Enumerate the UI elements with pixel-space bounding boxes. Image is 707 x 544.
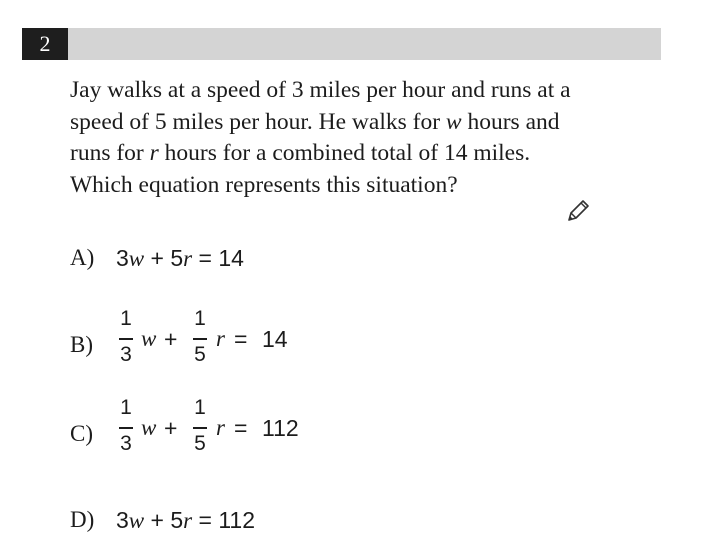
choice-letter: C) (70, 421, 93, 446)
pencil-icon[interactable] (565, 198, 591, 224)
stem-line-2: speed of 5 miles per hour. He walks for w hours and (70, 108, 560, 135)
choice-letter: A) (70, 245, 95, 270)
stem-line-1: Jay walks at a speed of 3 miles per hour and runs at a (70, 77, 571, 103)
choice-expression: 3w + 5r = 14 (116, 245, 244, 271)
variable-w: w (445, 108, 462, 135)
choice-expression: 3w + 5r = 112 (116, 507, 255, 533)
question-number: 2 (22, 28, 68, 60)
stem-line-4: Which equation represents this situation? (70, 171, 458, 198)
variable-r: r (149, 140, 159, 166)
stem-line-3: runs for r hours for a combined total of 14 miles. (70, 140, 531, 166)
question-header-bar (22, 28, 661, 60)
question-stem (70, 75, 670, 201)
choice-letter: D) (70, 507, 95, 532)
choice-letter: B) (70, 332, 93, 357)
